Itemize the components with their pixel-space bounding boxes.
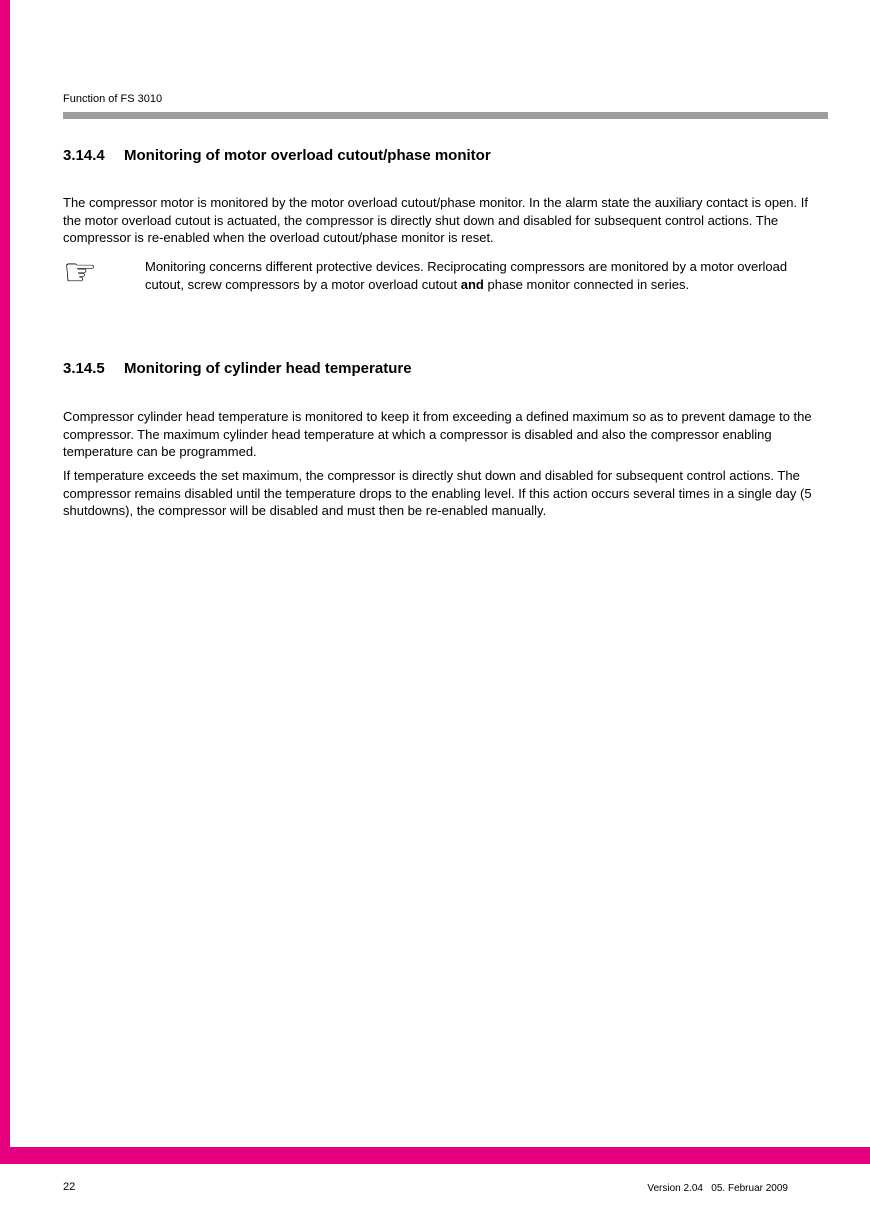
note-block: [63, 250, 815, 294]
section-title: Monitoring of cylinder head temperature: [124, 360, 412, 377]
header-rule: [63, 112, 828, 119]
footer-page-number: 22: [63, 1181, 76, 1193]
bottom-accent-bar: [0, 1147, 870, 1164]
running-header: Function of FS 3010: [63, 93, 163, 105]
section-heading-3-14-5: [63, 360, 412, 377]
note-text-after: phase monitor connected in series.: [483, 276, 690, 292]
section-number: 3.14.4: [63, 147, 105, 164]
section-heading-3-14-4: [63, 147, 491, 164]
note-text-before: Monitoring concerns different protective devices. Reciprocating compressors are monitored by a motor overload cutout, screw compressors by a motor overload cutout: [145, 259, 788, 292]
section-title: Monitoring of motor overload cutout/phase monitor: [124, 147, 491, 164]
section-number: 3.14.5: [63, 360, 105, 377]
paragraph: Compressor cylinder head temperature is monitored to keep it from exceeding a defined maximum so as to prevent damage to the compressor. The maximum cylinder head temperature at which a compressor is disabled and also the compressor enabling temperature can be programmed.: [63, 409, 812, 459]
pointing-hand-icon: ☞: [63, 250, 98, 294]
paragraph: The compressor motor is monitored by the motor overload cutout/phase monitor. In the alarm state the auxiliary contact is open. If the motor overload cutout is actuated, the compressor is directly shut down and disabled for subsequent control actions. The compressor is re-enabled when the overload cutout/phase monitor is reset.: [63, 195, 808, 245]
note-bold-word: and: [460, 276, 484, 292]
note-text: [145, 258, 815, 293]
footer-version-text: Version 2.04 05. Februar 2009: [647, 1183, 788, 1194]
left-accent-bar: [0, 0, 10, 1164]
paragraph: If temperature exceeds the set maximum, the compressor is directly shut down and disabled for subsequent control actions. The compressor remains disabled until the temperature drops to the enabling level. If this action occurs several times in a single day (5 shutdowns), the compressor will be disabled and must then be re-enabled manually.: [63, 468, 812, 518]
